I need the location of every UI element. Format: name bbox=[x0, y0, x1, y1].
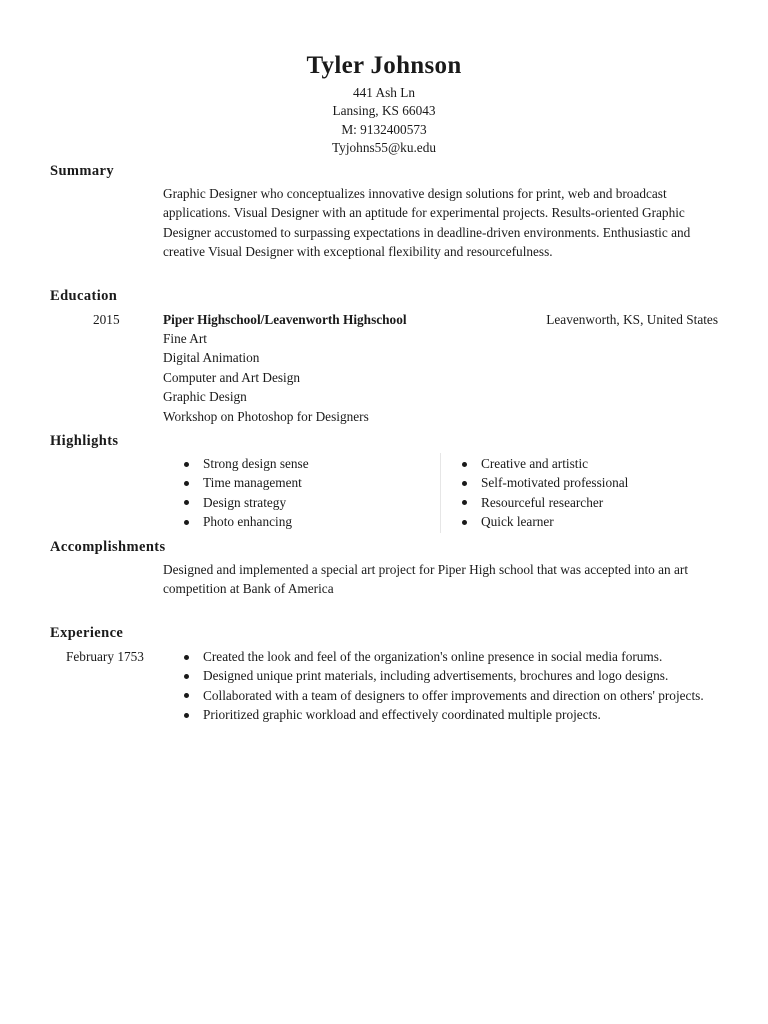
bullet-icon bbox=[462, 481, 467, 486]
experience-item bbox=[181, 705, 721, 724]
highlight-label: Strong design sense bbox=[203, 456, 309, 471]
highlight-label: Photo enhancing bbox=[203, 514, 293, 530]
experience-bullet-text: Designed unique print materials, including advertisements, brochures and logo designs. bbox=[203, 668, 669, 684]
highlight-item bbox=[459, 454, 628, 473]
bullet-icon bbox=[184, 655, 189, 660]
education-item: Graphic Design bbox=[163, 389, 247, 405]
phone-line: M: 9132400573 bbox=[341, 121, 427, 137]
highlight-item bbox=[181, 512, 309, 531]
highlight-item bbox=[459, 512, 628, 531]
experience-item bbox=[181, 686, 721, 705]
education-location: Leavenworth, KS, United States bbox=[546, 312, 718, 327]
highlight-label: Resourceful researcher bbox=[481, 494, 604, 510]
education-date: 2015 bbox=[93, 312, 120, 327]
highlight-item bbox=[459, 493, 628, 512]
city-state-line: Lansing, KS 66043 bbox=[332, 103, 436, 119]
highlights-right-list bbox=[459, 454, 628, 532]
education-item: Digital Animation bbox=[163, 350, 260, 366]
highlight-item bbox=[459, 473, 628, 492]
highlights-left-list bbox=[181, 454, 309, 532]
experience-item bbox=[181, 647, 721, 666]
summary-heading: Summary bbox=[50, 163, 115, 179]
experience-list bbox=[181, 647, 721, 725]
bullet-icon bbox=[462, 500, 467, 505]
experience-heading: Experience bbox=[50, 625, 124, 641]
highlight-label: Self-motivated professional bbox=[481, 475, 629, 491]
resume-header bbox=[0, 51, 768, 157]
highlight-item bbox=[181, 493, 309, 512]
highlight-label: Quick learner bbox=[481, 514, 554, 530]
bullet-icon bbox=[462, 520, 467, 525]
highlight-label: Time management bbox=[203, 475, 302, 491]
highlight-item bbox=[181, 473, 309, 492]
accomplishments-heading: Accomplishments bbox=[50, 539, 166, 555]
bullet-icon bbox=[184, 500, 189, 505]
bullet-icon bbox=[184, 693, 189, 698]
bullet-icon bbox=[462, 462, 467, 467]
experience-bullet-text: Prioritized graphic workload and effectively coordinated multiple projects. bbox=[203, 707, 601, 723]
education-item: Computer and Art Design bbox=[163, 369, 301, 385]
bullet-icon bbox=[184, 520, 189, 525]
email-line: Tyjohns55@ku.edu bbox=[331, 139, 437, 155]
accomplishments-text: Designed and implemented a special art project for Piper High school that was accepted into an art competition at Bank of America bbox=[163, 562, 689, 597]
experience-bullet-text: Created the look and feel of the organization's online presence in social media forums. bbox=[203, 649, 663, 664]
experience-bullet-text: Collaborated with a team of designers to offer improvements and direction on others' projects. bbox=[203, 687, 704, 703]
summary-text: Graphic Designer who conceptualizes innovative design solutions for print, web and broadcast applications. Visual Designer with an aptitude for experimental projects. Results-oriented Graphic Designer accustomed to surpassing expectations in deadline-driven environments. Enthusiastic and creative Visual Designer with exceptional flexibility and resourcefulness. bbox=[163, 186, 691, 260]
highlight-label: Design strategy bbox=[203, 494, 287, 510]
candidate-name: Tyler Johnson bbox=[306, 52, 462, 79]
bullet-icon bbox=[184, 462, 189, 467]
education-school: Piper Highschool/Leavenworth Highschool bbox=[163, 312, 407, 327]
bullet-icon bbox=[184, 481, 189, 486]
bullet-icon bbox=[184, 713, 189, 718]
education-heading: Education bbox=[50, 288, 118, 304]
highlight-label: Creative and artistic bbox=[481, 456, 589, 471]
address-line: 441 Ash Ln bbox=[352, 85, 416, 100]
highlight-item bbox=[181, 454, 309, 473]
contact-block bbox=[0, 84, 768, 157]
education-item: Workshop on Photoshop for Designers bbox=[163, 408, 369, 424]
bullet-icon bbox=[184, 674, 189, 679]
experience-date: February 1753 bbox=[66, 649, 144, 664]
highlights-heading: Highlights bbox=[50, 433, 119, 449]
highlights-divider bbox=[440, 453, 441, 533]
experience-item bbox=[181, 666, 721, 685]
education-list bbox=[163, 329, 369, 426]
education-item: Fine Art bbox=[163, 331, 207, 346]
